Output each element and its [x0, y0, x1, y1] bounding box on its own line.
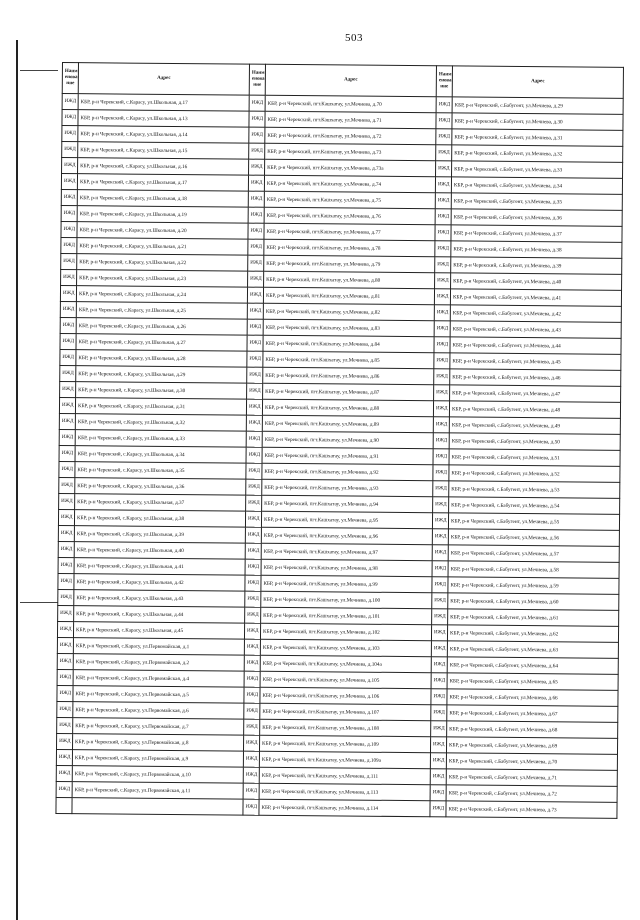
cell-type: ИЖД	[245, 527, 261, 543]
cell-type: ИЖД	[435, 177, 451, 193]
cell-type: ИЖД	[244, 639, 260, 655]
cell-address: КБР, р-н Черекский, пгт.Кашхатау, ул.Мечиева, д.77	[264, 223, 435, 240]
cell-type: ИЖД	[57, 733, 73, 749]
address-table	[55, 62, 624, 819]
cell-type: ИЖД	[59, 461, 75, 477]
cell-address: КБР, р-н Черекский, пгт.Кашхатау, ул.Мечиева, д.93	[262, 479, 433, 496]
cell-type: ИЖД	[61, 189, 77, 205]
cell-type: ИЖД	[59, 429, 75, 445]
cell-type: ИЖД	[431, 657, 447, 673]
cell-type: ИЖД	[435, 193, 451, 209]
cell-address: КБР, р-н Черекский, с.Бабугент, ул.Мечиева, д.41	[450, 289, 621, 306]
cell-type: ИЖД	[430, 769, 446, 785]
cell-type: ИЖД	[431, 721, 447, 737]
cell-address: КБР, р-н Черекский, с.Карасу, ул.Школьная, д.17	[78, 94, 249, 111]
cell-type: ИЖД	[57, 717, 73, 733]
cell-type: ИЖД	[434, 385, 450, 401]
cell-type: ИЖД	[245, 591, 261, 607]
cell-address: КБР, р-н Черекский, пгт.Кашхатау, ул.Мечиева, д.91	[262, 447, 433, 464]
cell-address: КБР, р-н Черекский, пгт.Кашхатау, ул.Мечиева, д.102	[260, 623, 431, 640]
cell-type: ИЖД	[430, 737, 446, 753]
cell-address: КБР, р-н Черекский, с.Карасу, ул.Первомайская, д.5	[73, 686, 244, 703]
cell-type: ИЖД	[246, 479, 262, 495]
cell-address: КБР, р-н Черекский, с.Бабугент, ул.Мечиева, д.67	[447, 705, 618, 722]
cell-type: ИЖД	[244, 671, 260, 687]
cell-type: ИЖД	[58, 557, 74, 573]
cell-address: КБР, р-н Черекский, с.Карасу, ул.Первомайская, д.8	[72, 734, 243, 751]
cell-type: ИЖД	[431, 689, 447, 705]
cell-type: ИЖД	[436, 161, 452, 177]
cell-type: ИЖД	[434, 305, 450, 321]
cell-type: ИЖД	[248, 271, 264, 287]
cell-type: ИЖД	[433, 449, 449, 465]
cell-type: ИЖД	[248, 207, 264, 223]
cell-address: КБР, р-н Черекский, с.Бабугент, ул.Мечиева, д.36	[451, 209, 622, 226]
cell-type: ИЖД	[62, 94, 78, 110]
cell-type: ИЖД	[60, 349, 76, 365]
cell-type: ИЖД	[432, 609, 448, 625]
cell-address: КБР, р-н Черекский, с.Бабугент, ул.Мечиева, д.65	[447, 673, 618, 690]
cell-type: ИЖД	[60, 285, 76, 301]
cell-address: КБР, р-н Черекский, с.Карасу, ул.Школьная, д.36	[75, 478, 246, 495]
cell-address: КБР, р-н Черекский, с.Карасу, ул.Первомайская, д.4	[73, 670, 244, 687]
cell-address: КБР, р-н Черекский, пгт.Кашхатау, ул.Мечиева, д.88	[262, 399, 433, 416]
cell-type: ИЖД	[430, 785, 446, 801]
cell-address: КБР, р-н Черекский, с.Бабугент, ул.Мечиева, д.38	[451, 241, 622, 258]
cell-address: КБР, р-н Черекский, с.Бабугент, ул.Мечиева, д.64	[447, 657, 618, 674]
cell-type: ИЖД	[247, 319, 263, 335]
binding-margin-line	[16, 40, 18, 920]
cell-address: КБР, р-н Черекский, с.Карасу, ул.Школьная, д.37	[75, 494, 246, 511]
cell-type: ИЖД	[245, 511, 261, 527]
cell-address: КБР, р-н Черекский, с.Бабугент, ул.Мечиева, д.56	[448, 529, 619, 546]
cell-address: КБР, р-н Черекский, с.Карасу, ул.Школьная, д.30	[76, 382, 247, 399]
cell-type: ИЖД	[247, 383, 263, 399]
cell-address	[72, 798, 243, 815]
cell-type: ИЖД	[248, 191, 264, 207]
cell-type: ИЖД	[60, 381, 76, 397]
cell-address: КБР, р-н Черекский, с.Бабугент, ул.Мечиева, д.70	[446, 753, 617, 770]
header-type: Наим енова ние	[249, 64, 265, 95]
cell-type: ИЖД	[434, 289, 450, 305]
cell-type: ИЖД	[244, 687, 260, 703]
cell-address: КБР, р-н Черекский, с.Бабугент, ул.Мечиева, д.60	[448, 593, 619, 610]
cell-address: КБР, р-н Черекский, с.Бабугент, ул.Мечиева, д.66	[447, 689, 618, 706]
cell-address: КБР, р-н Черекский, пгт.Кашхатау, ул.Мечиева, д.73а	[265, 159, 436, 176]
cell-address: КБР, р-н Черекский, пгт.Кашхатау, ул.Мечиева, д.106	[260, 687, 431, 704]
cell-address: КБР, р-н Черекский, с.Бабугент, ул.Мечиева, д.58	[448, 561, 619, 578]
cell-type: ИЖД	[247, 351, 263, 367]
cell-address: КБР, р-н Черекский, с.Бабугент, ул.Мечиева, д.52	[449, 465, 620, 482]
cell-address: КБР, р-н Черекский, с.Бабугент, ул.Мечиева, д.69	[446, 737, 617, 754]
cell-address: КБР, р-н Черекский, пгт.Кашхатау, ул.Мечиева, д.107	[260, 703, 431, 720]
cell-type: ИЖД	[246, 495, 262, 511]
cell-address: КБР, р-н Черекский, пгт.Кашхатау, ул.Мечиева, д.114	[259, 799, 430, 816]
cell-address: КБР, р-н Черекский, с.Бабугент, ул.Мечиева, д.72	[446, 785, 617, 802]
cell-address: КБР, р-н Черекский, с.Карасу, ул.Школьная, д.20	[77, 222, 248, 239]
cell-address: КБР, р-н Черекский, с.Бабугент, ул.Мечиева, д.44	[450, 337, 621, 354]
cell-type: ИЖД	[433, 417, 449, 433]
cell-address: КБР, р-н Черекский, с.Бабугент, ул.Мечиева, д.54	[449, 497, 620, 514]
cell-type: ИЖД	[433, 497, 449, 513]
cell-type: ИЖД	[62, 158, 78, 174]
cell-address: КБР, р-н Черекский, пгт.Кашхатау, ул.Мечиева, д.73	[265, 143, 436, 160]
cell-address: КБР, р-н Черекский, с.Бабугент, ул.Мечиева, д.49	[449, 417, 620, 434]
cell-address: КБР, р-н Черекский, с.Бабугент, ул.Мечиева, д.39	[451, 257, 622, 274]
cell-address: КБР, р-н Черекский, с.Карасу, ул.Школьная, д.31	[75, 398, 246, 415]
cell-type: ИЖД	[248, 175, 264, 191]
cell-address: КБР, р-н Черекский, пгт.Кашхатау, ул.Мечиева, д.105	[260, 671, 431, 688]
cell-type	[56, 797, 72, 813]
cell-address: КБР, р-н Черекский, пгт.Кашхатау, ул.Мечиева, д.76	[264, 207, 435, 224]
table-header-row	[62, 63, 623, 99]
cell-address: КБР, р-н Черекский, с.Карасу, ул.Школьная, д.15	[78, 142, 249, 159]
cell-type: ИЖД	[247, 287, 263, 303]
cell-type: ИЖД	[243, 751, 259, 767]
cell-address: КБР, р-н Черекский, с.Бабугент, ул.Мечиева, д.40	[451, 273, 622, 290]
cell-address: КБР, р-н Черекский, с.Бабугент, ул.Мечиева, д.63	[447, 641, 618, 658]
cell-type: ИЖД	[433, 481, 449, 497]
cell-address: КБР, р-н Черекский, с.Карасу, ул.Первомайская, д.6	[73, 702, 244, 719]
cell-address: КБР, р-н Черекский, с.Карасу, ул.Школьная, д.13	[78, 110, 249, 127]
cell-type: ИЖД	[57, 653, 73, 669]
cell-type: ИЖД	[244, 703, 260, 719]
cell-type: ИЖД	[247, 303, 263, 319]
cell-address: КБР, р-н Черекский, с.Карасу, ул.Школьная, д.35	[75, 462, 246, 479]
cell-address: КБР, р-н Черекский, с.Карасу, ул.Первомайская, д.10	[72, 766, 243, 783]
cell-address: КБР, р-н Черекский, пгт.Кашхатау, ул.Мечиева, д.90	[262, 431, 433, 448]
cell-address: КБР, р-н Черекский, с.Бабугент, ул.Мечиева, д.50	[449, 433, 620, 450]
cell-type: ИЖД	[57, 621, 73, 637]
cell-type: ИЖД	[59, 413, 75, 429]
cell-type: ИЖД	[434, 321, 450, 337]
cell-type: ИЖД	[246, 447, 262, 463]
cell-type: ИЖД	[57, 685, 73, 701]
cell-type: ИЖД	[432, 513, 448, 529]
cell-type: ИЖД	[62, 110, 78, 126]
cell-address: КБР, р-н Черекский, с.Бабугент, ул.Мечиева, д.42	[450, 305, 621, 322]
cell-address: КБР, р-н Черекский, с.Карасу, ул.Школьная, д.29	[76, 366, 247, 383]
cell-type: ИЖД	[247, 367, 263, 383]
cell-type: ИЖД	[56, 765, 72, 781]
cell-type: ИЖД	[433, 433, 449, 449]
cell-address: КБР, р-н Черекский, пгт.Кашхатау, ул.Мечиева, д.78	[264, 239, 435, 256]
cell-address: КБР, р-н Черекский, с.Карасу, ул.Школьная, д.23	[77, 270, 248, 287]
cell-type: ИЖД	[243, 735, 259, 751]
cell-address: КБР, р-н Черекский, с.Карасу, ул.Школьная, д.43	[74, 590, 245, 607]
cell-type: ИЖД	[61, 237, 77, 253]
cell-type: ИЖД	[244, 719, 260, 735]
cell-address: КБР, р-н Черекский, пгт.Кашхатау, ул.Мечиева, д.108	[260, 719, 431, 736]
cell-address: КБР, р-н Черекский, пгт.Кашхатау, ул.Мечиева, д.96	[261, 527, 432, 544]
cell-address: КБР, р-н Черекский, пгт.Кашхатау, ул.Мечиева, д.80	[264, 271, 435, 288]
cell-type: ИЖД	[61, 174, 77, 190]
cell-type: ИЖД	[430, 801, 446, 817]
cell-address: КБР, р-н Черекский, пгт.Кашхатау, ул.Мечиева, д.103	[260, 639, 431, 656]
cell-type: ИЖД	[249, 159, 265, 175]
cell-address: КБР, р-н Черекский, пгт.Кашхатау, ул.Мечиева, д.89	[262, 415, 433, 432]
cell-type: ИЖД	[57, 637, 73, 653]
cell-type: ИЖД	[245, 607, 261, 623]
cell-address: КБР, р-н Черекский, с.Бабугент, ул.Мечиева, д.37	[451, 225, 622, 242]
cell-address: КБР, р-н Черекский, с.Карасу, ул.Школьная, д.39	[74, 526, 245, 543]
cell-address: КБР, р-н Черекский, пгт.Кашхатау, ул.Мечиева, д.109	[259, 735, 430, 752]
cell-type: ИЖД	[431, 625, 447, 641]
cell-address: КБР, р-н Черекский, с.Карасу, ул.Школьная, д.42	[74, 574, 245, 591]
cell-type: ИЖД	[248, 239, 264, 255]
cell-type: ИЖД	[246, 463, 262, 479]
cell-type: ИЖД	[431, 705, 447, 721]
cell-type: ИЖД	[58, 605, 74, 621]
cell-type: ИЖД	[435, 241, 451, 257]
cell-type: ИЖД	[58, 589, 74, 605]
cell-type: ИЖД	[243, 783, 259, 799]
cell-type: ИЖД	[62, 126, 78, 142]
cell-address: КБР, р-н Черекский, пгт.Кашхатау, ул.Мечиева, д.98	[261, 559, 432, 576]
cell-address: КБР, р-н Черекский, с.Карасу, ул.Первомайская, д.9	[72, 750, 243, 767]
cell-type: ИЖД	[435, 209, 451, 225]
cell-type: ИЖД	[433, 465, 449, 481]
cell-type: ИЖД	[249, 127, 265, 143]
cell-address: КБР, р-н Черекский, с.Бабугент, ул.Мечиева, д.59	[448, 577, 619, 594]
header-address: Адрес	[265, 64, 436, 96]
cell-address: КБР, р-н Черекский, с.Карасу, ул.Школьная, д.41	[74, 558, 245, 575]
cell-type: ИЖД	[58, 525, 74, 541]
cell-type: ИЖД	[430, 753, 446, 769]
cell-address: КБР, р-н Черекский, пгт.Кашхатау, ул.Мечиева, д.101	[261, 607, 432, 624]
cell-address: КБР, р-н Черекский, с.Карасу, ул.Школьная, д.28	[76, 350, 247, 367]
cell-address: КБР, р-н Черекский, с.Карасу, ул.Школьная, д.45	[73, 622, 244, 639]
header-address: Адрес	[78, 63, 249, 95]
cell-address: КБР, р-н Черекский, с.Бабугент, ул.Мечиева, д.57	[448, 545, 619, 562]
cell-address: КБР, р-н Черекский, пгт.Кашхатау, ул.Мечиева, д.79	[264, 255, 435, 272]
cell-address: КБР, р-н Черекский, пгт.Кашхатау, ул.Мечиева, д.95	[261, 511, 432, 528]
cell-address: КБР, р-н Черекский, пгт.Кашхатау, ул.Мечиева, д.87	[263, 383, 434, 400]
cell-type: ИЖД	[243, 767, 259, 783]
cell-address: КБР, р-н Черекский, с.Карасу, ул.Школьная, д.26	[76, 318, 247, 335]
cell-address: КБР, р-н Черекский, с.Бабугент, ул.Мечиева, д.46	[450, 369, 621, 386]
cell-type: ИЖД	[436, 129, 452, 145]
header-type: Наим енова ние	[436, 66, 452, 97]
cell-address: КБР, р-н Черекский, с.Бабугент, ул.Мечиева, д.73	[446, 801, 617, 818]
cell-type: ИЖД	[432, 561, 448, 577]
cell-type: ИЖД	[434, 337, 450, 353]
cell-address: КБР, р-н Черекский, с.Карасу, ул.Школьная, д.14	[78, 126, 249, 143]
cell-address: КБР, р-н Черекский, с.Бабугент, ул.Мечиева, д.34	[451, 177, 622, 194]
cell-address: КБР, р-н Черекский, с.Карасу, ул.Школьная, д.34	[75, 446, 246, 463]
cell-type: ИЖД	[58, 509, 74, 525]
cell-type: ИЖД	[249, 111, 265, 127]
cell-type: ИЖД	[60, 333, 76, 349]
page-number: 503	[345, 32, 363, 44]
cell-type: ИЖД	[246, 431, 262, 447]
cell-type: ИЖД	[434, 353, 450, 369]
cell-address: КБР, р-н Черекский, с.Карасу, ул.Школьная, д.19	[77, 206, 248, 223]
cell-address: КБР, р-н Черекский, с.Бабугент, ул.Мечиева, д.33	[452, 161, 623, 178]
cell-address: КБР, р-н Черекский, с.Бабугент, ул.Мечиева, д.53	[449, 481, 620, 498]
cell-type: ИЖД	[61, 205, 77, 221]
cell-type: ИЖД	[58, 573, 74, 589]
cell-address: КБР, р-н Черекский, с.Бабугент, ул.Мечиева, д.61	[448, 609, 619, 626]
header-type: Наим енова ние	[62, 63, 78, 94]
cell-address: КБР, р-н Черекский, с.Карасу, ул.Школьная, д.16	[78, 158, 249, 175]
cell-type: ИЖД	[57, 701, 73, 717]
cell-address: КБР, р-н Черекский, пгт.Кашхатау, ул.Мечиева, д.86	[263, 367, 434, 384]
cell-address: КБР, р-н Черекский, с.Карасу, ул.Школьная, д.21	[77, 238, 248, 255]
cell-address: КБР, р-н Черекский, пгт.Кашхатау, ул.Мечиева, д.94	[262, 495, 433, 512]
cell-address: КБР, р-н Черекский, с.Бабугент, ул.Мечиева, д.48	[449, 401, 620, 418]
cell-address: КБР, р-н Черекский, с.Бабугент, ул.Мечиева, д.68	[447, 721, 618, 738]
cell-address: КБР, р-н Черекский, пгт.Кашхатау, ул.Мечиева, д.82	[263, 303, 434, 320]
cell-address: КБР, р-н Черекский, с.Карасу, ул.Первомайская, д.7	[73, 718, 244, 735]
cell-type: ИЖД	[56, 749, 72, 765]
cell-type: ИЖД	[435, 225, 451, 241]
cell-type: ИЖД	[59, 493, 75, 509]
cell-type: ИЖД	[249, 143, 265, 159]
cell-address: КБР, р-н Черекский, пгт.Кашхатау, ул.Мечиева, д.92	[262, 463, 433, 480]
cell-address: КБР, р-н Черекский, пгт.Кашхатау, ул.Мечиева, д.99	[261, 575, 432, 592]
cell-type: ИЖД	[61, 269, 77, 285]
cell-type: ИЖД	[62, 142, 78, 158]
cell-address: КБР, р-н Черекский, с.Карасу, ул.Школьная, д.24	[76, 286, 247, 303]
cell-type: ИЖД	[248, 223, 264, 239]
cell-type: ИЖД	[246, 399, 262, 415]
cell-type: ИЖД	[436, 145, 452, 161]
cell-address: КБР, р-н Черекский, с.Карасу, ул.Школьная, д.25	[76, 302, 247, 319]
cell-type: ИЖД	[249, 95, 265, 111]
cell-address: КБР, р-н Черекский, с.Карасу, ул.Первомайская, д.1	[73, 638, 244, 655]
cell-type: ИЖД	[245, 575, 261, 591]
cell-address: КБР, р-н Черекский, пгт.Кашхатау, ул.Мечиева, д.109а	[259, 751, 430, 768]
cell-address: КБР, р-н Черекский, с.Бабугент, ул.Мечиева, д.43	[450, 321, 621, 338]
cell-type: ИЖД	[248, 255, 264, 271]
cell-address: КБР, р-н Черекский, с.Карасу, ул.Школьная, д.17	[77, 174, 248, 191]
table-body	[56, 94, 623, 819]
cell-address: КБР, р-н Черекский, с.Карасу, ул.Школьная, д.40	[74, 542, 245, 559]
cell-type: ИЖД	[59, 445, 75, 461]
cell-type: ИЖД	[436, 113, 452, 129]
cell-type: ИЖД	[245, 543, 261, 559]
cell-address: КБР, р-н Черекский, пгт.Кашхатау, ул.Мечиева, д.104а	[260, 655, 431, 672]
cell-address: КБР, р-н Черекский, с.Бабугент, ул.Мечиева, д.29	[452, 97, 623, 114]
cell-type: ИЖД	[432, 545, 448, 561]
cell-address: КБР, р-н Черекский, с.Бабугент, ул.Мечиева, д.45	[450, 353, 621, 370]
cell-type: ИЖД	[433, 401, 449, 417]
cell-type: ИЖД	[431, 641, 447, 657]
cell-address: КБР, р-н Черекский, с.Карасу, ул.Школьная, д.33	[75, 430, 246, 447]
cell-address: КБР, р-н Черекский, пгт.Кашхатау, ул.Мечиева, д.74	[264, 175, 435, 192]
cell-type: ИЖД	[246, 415, 262, 431]
cell-type: ИЖД	[244, 655, 260, 671]
cell-type: ИЖД	[58, 541, 74, 557]
cell-type: ИЖД	[245, 559, 261, 575]
cell-address: КБР, р-н Черекский, пгт.Кашхатау, ул.Мечиева, д.81	[263, 287, 434, 304]
cell-type: ИЖД	[56, 781, 72, 797]
cell-type: ИЖД	[432, 577, 448, 593]
cell-type: ИЖД	[432, 593, 448, 609]
cell-address: КБР, р-н Черекский, пгт.Кашхатау, ул.Мечиева, д.72	[265, 127, 436, 144]
cell-type: ИЖД	[60, 365, 76, 381]
cell-address: КБР, р-н Черекский, пгт.Кашхатау, ул.Мечиева, д.70	[265, 95, 436, 112]
cell-address: КБР, р-н Черекский, с.Карасу, ул.Первомайская, д.11	[72, 782, 243, 799]
cell-address: КБР, р-н Черекский, с.Бабугент, ул.Мечиева, д.30	[452, 113, 623, 130]
cell-address: КБР, р-н Черекский, с.Карасу, ул.Школьная, д.32	[75, 414, 246, 431]
cell-type: ИЖД	[434, 369, 450, 385]
cell-address: КБР, р-н Черекский, с.Карасу, ул.Первомайская, д.2	[73, 654, 244, 671]
cell-type: ИЖД	[57, 669, 73, 685]
cell-address: КБР, р-н Черекский, с.Бабугент, ул.Мечиева, д.55	[448, 513, 619, 530]
cell-address: КБР, р-н Черекский, пгт.Кашхатау, ул.Мечиева, д.84	[263, 335, 434, 352]
cell-address: КБР, р-н Черекский, пгт.Кашхатау, ул.Мечиева, д.85	[263, 351, 434, 368]
cell-address: КБР, р-н Черекский, пгт.Кашхатау, ул.Мечиева, д.71	[265, 111, 436, 128]
cell-address: КБР, р-н Черекский, с.Бабугент, ул.Мечиева, д.35	[451, 193, 622, 210]
cell-type: ИЖД	[61, 253, 77, 269]
cell-address: КБР, р-н Черекский, с.Бабугент, ул.Мечиева, д.32	[452, 145, 623, 162]
cell-type: ИЖД	[435, 257, 451, 273]
cell-address: КБР, р-н Черекский, с.Карасу, ул.Школьная, д.44	[74, 606, 245, 623]
cell-address: КБР, р-н Черекский, пгт.Кашхатау, ул.Мечиева, д.100	[261, 591, 432, 608]
cell-type: ИЖД	[436, 97, 452, 113]
cell-address: КБР, р-н Черекский, с.Карасу, ул.Школьная, д.38	[74, 510, 245, 527]
cell-type: ИЖД	[61, 221, 77, 237]
cell-address: КБР, р-н Черекский, пгт.Кашхатау, ул.Мечиева, д.83	[263, 319, 434, 336]
cell-type: ИЖД	[431, 673, 447, 689]
header-address: Адрес	[452, 66, 623, 98]
cell-type: ИЖД	[243, 799, 259, 815]
cell-address: КБР, р-н Черекский, пгт.Кашхатау, ул.Мечиева, д.97	[261, 543, 432, 560]
cell-address: КБР, р-н Черекский, с.Карасу, ул.Школьная, д.22	[77, 254, 248, 271]
cell-type: ИЖД	[244, 623, 260, 639]
cell-address: КБР, р-н Черекский, пгт.Кашхатау, ул.Мечиева, д.75	[264, 191, 435, 208]
cell-type: ИЖД	[60, 301, 76, 317]
cell-address: КБР, р-н Черекский, с.Бабугент, ул.Мечиева, д.47	[450, 385, 621, 402]
cell-type: ИЖД	[59, 477, 75, 493]
cell-address: КБР, р-н Черекский, с.Бабугент, ул.Мечиева, д.31	[452, 129, 623, 146]
cell-address: КБР, р-н Черекский, с.Карасу, ул.Школьная, д.18	[77, 190, 248, 207]
cell-type: ИЖД	[247, 335, 263, 351]
cell-address: КБР, р-н Черекский, пгт.Кашхатау, ул.Мечиева, д.113	[259, 783, 430, 800]
cell-type: ИЖД	[435, 273, 451, 289]
cell-address: КБР, р-н Черекский, с.Бабугент, ул.Мечиева, д.71	[446, 769, 617, 786]
cell-type: ИЖД	[59, 397, 75, 413]
cell-type: ИЖД	[432, 529, 448, 545]
cell-address: КБР, р-н Черекский, с.Карасу, ул.Школьная, д.27	[76, 334, 247, 351]
cell-address: КБР, р-н Черекский, с.Бабугент, ул.Мечиева, д.62	[447, 625, 618, 642]
cell-type: ИЖД	[60, 317, 76, 333]
cell-address: КБР, р-н Черекский, пгт.Кашхатау, ул.Мечиева, д.111	[259, 767, 430, 784]
cell-address: КБР, р-н Черекский, с.Бабугент, ул.Мечиева, д.51	[449, 449, 620, 466]
